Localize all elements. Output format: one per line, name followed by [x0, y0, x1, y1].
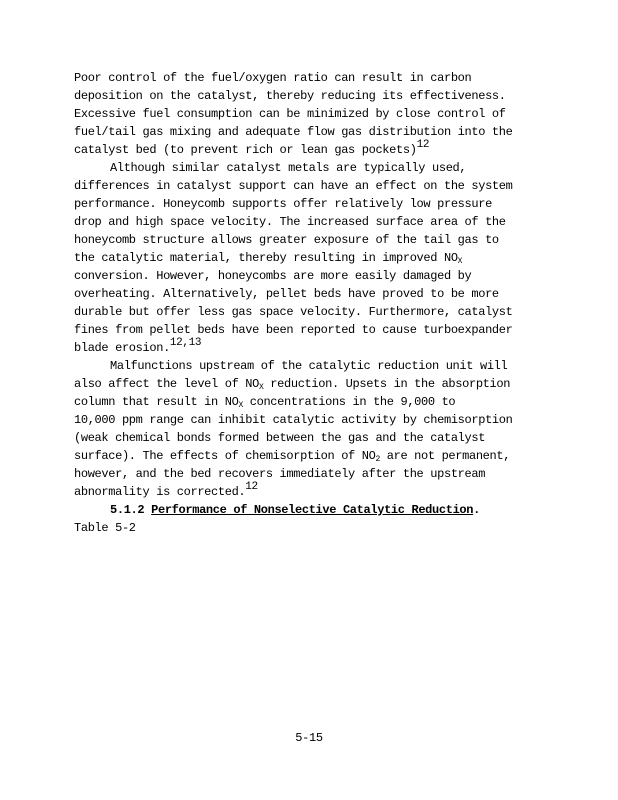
text-span: abnormality is corrected. — [74, 485, 246, 499]
subscript: 2 — [375, 455, 380, 464]
text-span: concentrations in the 9,000 to — [242, 395, 456, 409]
subscript: X — [258, 383, 264, 392]
text-span: also affect the level of NO — [74, 377, 259, 391]
section-title: Performance of Nonselective Catalytic Reduction — [151, 503, 474, 517]
table-reference — [74, 519, 136, 537]
text-span: (weak chemical bonds formed between the gas and the catalyst — [74, 431, 486, 445]
body-text-line — [74, 393, 455, 411]
text-span: fuel/tail gas mixing and adequate flow gas distribution into the — [74, 125, 513, 139]
body-text-line — [110, 159, 466, 177]
body-text-line — [74, 285, 499, 303]
text-span: deposition on the catalyst, thereby reducing its effectiveness. — [74, 89, 506, 103]
body-text-line — [74, 465, 485, 483]
body-text-line — [74, 195, 492, 213]
text-span: Although similar catalyst metals are typically used, — [110, 161, 467, 175]
text-span: Poor control of the fuel/oxygen ratio can result in carbon — [74, 71, 472, 85]
text-span: Table 5-2 — [74, 521, 136, 535]
body-text-line — [74, 87, 506, 105]
body-text-line — [74, 429, 485, 447]
body-text-line — [74, 339, 201, 357]
subscript: X — [457, 257, 463, 266]
reference-superscript: 12 — [245, 481, 258, 493]
body-text-line — [74, 141, 429, 159]
reference-superscript: 12 — [416, 139, 430, 151]
body-text-line — [74, 267, 471, 285]
body-text-line — [74, 483, 258, 501]
text-span: column that result in NO — [74, 395, 239, 409]
section-heading — [110, 501, 480, 519]
text-span: blade erosion. — [74, 341, 170, 355]
text-span: . — [473, 503, 480, 517]
text-span: performance. Honeycomb supports offer relatively low pressure — [74, 197, 492, 211]
body-text-line — [74, 177, 512, 195]
subscript: X — [238, 401, 243, 410]
body-text-line — [74, 123, 512, 141]
body-text-line — [74, 321, 512, 339]
text-span: differences in catalyst support can have an effect on the system — [74, 179, 513, 193]
text-span: surface). The effects of chemisorption of NO — [74, 449, 376, 463]
text-span: reduction. Upsets in the absorption — [263, 377, 511, 391]
text-span: however, and the bed recovers immediately after the upstream — [74, 467, 486, 481]
text-span: catalyst bed (to prevent rich or lean gas pockets) — [74, 143, 417, 157]
body-text-line — [74, 411, 512, 429]
text-span: 10,000 ppm range can inhibit catalytic activity by chemisorption — [74, 413, 513, 427]
text-span: Excessive fuel consumption can be minimized by close control of — [74, 107, 506, 121]
text-span: are not permanent, — [379, 449, 511, 463]
text-span: Malfunctions upstream of the catalytic reduction unit will — [110, 359, 508, 373]
reference-superscript: 12,13 — [169, 337, 202, 349]
body-text-line — [74, 249, 462, 267]
body-text-line — [74, 69, 471, 87]
body-text-line — [74, 375, 510, 393]
page-number: 5-15 — [295, 731, 323, 745]
text-span: durable but offer less gas space velocity. Furthermore, catalyst — [74, 305, 513, 319]
text-span: the catalytic material, thereby resulting in improved NO — [74, 251, 458, 265]
text-span: honeycomb structure allows greater exposure of the tail gas to — [74, 233, 499, 247]
body-text-line — [74, 303, 512, 321]
body-text-line — [74, 213, 506, 231]
section-number: 5.1.2 — [110, 503, 145, 517]
text-span: fines from pellet beds have been reported to cause turboexpander — [74, 323, 513, 337]
text-span: conversion. However, honeycombs are more easily damaged by — [74, 269, 472, 283]
body-text-line — [74, 105, 506, 123]
text-span: drop and high space velocity. The increased surface area of the — [74, 215, 506, 229]
body-text-line — [110, 357, 507, 375]
body-text-line — [74, 447, 510, 465]
text-span: overheating. Alternatively, pellet beds have proved to be more — [74, 287, 499, 301]
body-text-line — [74, 231, 499, 249]
